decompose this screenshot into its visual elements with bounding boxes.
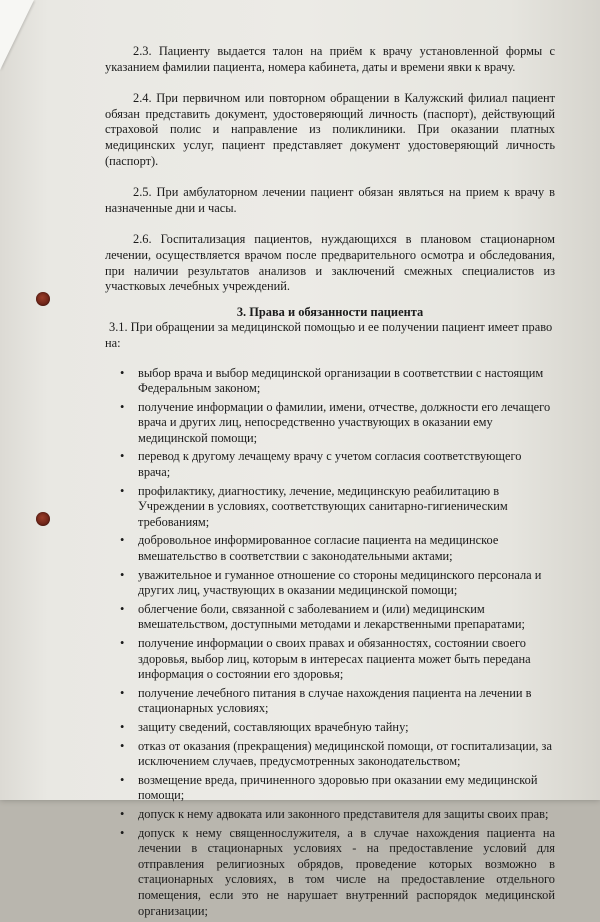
- list-item: [120, 806, 555, 823]
- list-item: [120, 719, 555, 736]
- list-item-text: допуск к нему священнослужителя, а в случае нахождения пациента на лечении в стационарных условиях - на предоставление условий для отправления религиозных обрядов, проведение которых возможно в стационарных условиях, в том числе на предоставление отдельного помещения, если это не нарушает внутренний распорядок медицинской организации;: [138, 825, 555, 918]
- list-item-text: защиту сведений, составляющих врачебную тайну;: [138, 719, 409, 734]
- bullet-icon: •: [120, 533, 125, 548]
- bullet-icon: •: [120, 567, 125, 582]
- list-item: [120, 533, 555, 564]
- list-item: [120, 449, 555, 480]
- bullet-icon: •: [120, 806, 125, 821]
- list-item: [120, 365, 555, 397]
- list-item-text: отказ от оказания (прекращения) медицинской помощи, от госпитализации, за исключением случаев, предусмотренных законодательством;: [138, 738, 552, 769]
- bullet-icon: •: [120, 738, 125, 753]
- bullet-icon: •: [120, 825, 125, 840]
- paragraph-2-3: 2.3. Пациенту выдается талон на приём к врачу установленной формы с указанием фамилии пациента, номера кабинета, даты и времени явки к врачу.: [105, 44, 555, 74]
- bullet-icon: •: [120, 365, 125, 380]
- list-item: [120, 567, 555, 599]
- list-item-text: профилактику, диагностику, лечение, медицинскую реабилитацию в Учреждении в условиях, соответствующих санитарно-гигиеническим требованиям;: [138, 483, 508, 529]
- document-body: [105, 44, 555, 922]
- list-item-text: возмещение вреда, причиненного здоровью при оказании ему медицинской помощи;: [138, 772, 538, 803]
- paragraph-2-6: 2.6. Госпитализация пациентов, нуждающихся в плановом стационарном лечении, осуществляется врачом после предварительного осмотра и обследования, при наличии результатов анализов и заключений смежных специалистов из участковых лечебных учреждений.: [105, 232, 555, 294]
- bullet-icon: •: [120, 636, 125, 650]
- bullet-icon: •: [120, 601, 125, 616]
- list-item-text: допуск к нему адвоката или законного представителя для защиты своих прав;: [138, 806, 549, 821]
- folded-page-corner: [0, 0, 34, 70]
- list-item-text: облегчение боли, связанной с заболеванием и (или) медицинским вмешательством, доступными методами и лекарственными препаратами;: [138, 601, 525, 632]
- list-item-text: получение информации о своих правах и обязанностях, состоянии своего здоровья, выбор лиц, которым в интересах пациента может быть передана информация о состоянии его здоровья;: [138, 636, 531, 682]
- list-item: [120, 738, 555, 770]
- section-title: 3. Права и обязанности пациента: [236, 304, 424, 319]
- list-item-text: уважительное и гуманное отношение со стороны медицинского персонала и других лиц, участвующих в оказании медицинской помощи;: [138, 567, 542, 598]
- bullet-icon: •: [120, 399, 125, 414]
- paragraph-2-4: 2.4. При первичном или повторном обращении в Калужский филиал пациент обязан представить документ, удостоверяющий личность (паспорт), действующий страховой полис и направление из поликлиники. При оказании платных медицинских услуг, пациент представляет документ удостоверяющий личность (паспорт).: [105, 91, 555, 168]
- bullet-icon: •: [120, 719, 125, 734]
- bullet-icon: •: [120, 449, 125, 464]
- bullet-icon: •: [120, 483, 125, 498]
- list-item-text: получение информации о фамилии, имени, отчестве, должности его лечащего врача и других лиц, непосредственно участвующих в оказании ему медицинской помощи;: [138, 399, 551, 445]
- bullet-icon: •: [120, 685, 125, 700]
- list-item-text: добровольное информированное согласие пациента на медицинское вмешательство в соответствии с законодательными актами;: [138, 533, 499, 564]
- list-item: [120, 636, 555, 683]
- list-item-text: перевод к другому лечащему врачу с учетом согласия соответствующего врача;: [138, 449, 522, 480]
- punch-hole-top: [36, 292, 50, 306]
- punch-hole-bottom: [36, 512, 50, 526]
- list-item: [120, 483, 555, 531]
- list-item-text: получение лечебного питания в случае нахождения пациента на лечении в стационарных условиях;: [138, 685, 532, 716]
- rights-list: [105, 366, 555, 920]
- section-intro: 3.1. При обращении за медицинской помощью и ее получении пациент имеет право на:: [105, 320, 553, 350]
- paragraph-2-5: 2.5. При амбулаторном лечении пациент обязан являться на прием к врачу в назначенные дни и часы.: [105, 185, 555, 215]
- list-item: [120, 685, 555, 717]
- bullet-icon: •: [120, 772, 125, 787]
- list-item: [120, 825, 555, 920]
- list-item-text: выбор врача и выбор медицинской организации в соответствии с настоящим Федеральным законом;: [138, 365, 544, 396]
- list-item: [120, 601, 555, 633]
- list-item: [120, 399, 555, 447]
- list-item: [120, 772, 555, 804]
